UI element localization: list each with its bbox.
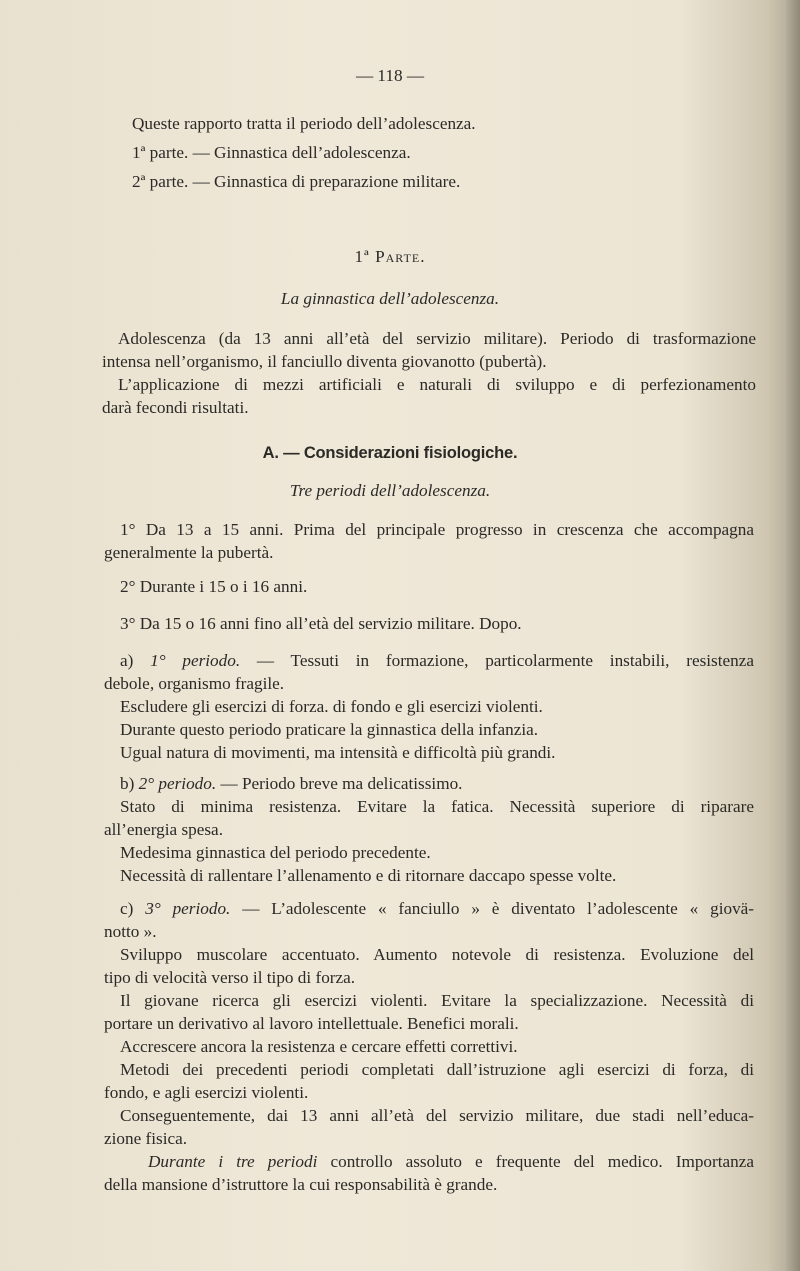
subsection-line: Conseguentemente, dai 13 anni all’età del servizio militare, due stadi nell’educa- [120, 1106, 754, 1125]
subsection-label: c) [120, 899, 134, 918]
period-line: 2° Durante i 15 o i 16 anni. [120, 577, 308, 596]
paragraph-line: Adolescenza (da 13 anni all’età del servizio militare). Periodo di trasformazione [118, 329, 756, 348]
subsection-line: portare un derivativo al lavoro intellettuale. Benefici morali. [104, 1014, 519, 1033]
subsection-text: — Tessuti in formazione, particolarmente instabili, resistenza [256, 651, 755, 670]
page-number: — 118 — [355, 66, 425, 85]
subsection-a-first-line [120, 651, 754, 671]
subsection-line: Il giovane ricerca gli esercizi violenti. Evitare la specializzazione. Necessità di [120, 991, 754, 1010]
paragraph-line: intensa nell’organismo, il fanciullo diventa giovanotto (pubertà). [102, 352, 547, 371]
subsection-line: Sviluppo muscolare accentuato. Aumento notevole di resistenza. Evoluzione del [120, 945, 754, 964]
subsection-label: a) [120, 651, 134, 670]
subsection-line: all’energia spesa. [104, 820, 223, 839]
period-line: generalmente la pubertà. [104, 543, 274, 562]
subsection-italic-label: 2° periodo. [138, 774, 217, 793]
subsection-label: b) [120, 774, 135, 793]
part-subtitle: La ginnastica dell’adolescenza. [280, 289, 500, 308]
subsection-c-first-line [120, 899, 754, 919]
subsection-text: — L’adolescente « fanciullo » è diventato l’adolescente « giovä- [242, 899, 755, 918]
subsection-b-first-line [120, 774, 462, 794]
subsection-line: Metodi dei precedenti periodi completati dall’istruzione agli esercizi di forza, di [120, 1060, 754, 1079]
subsection-italic-label: 3° periodo. [145, 899, 231, 918]
subsection-line: Escludere gli esercizi di forza. di fondo e gli esercizi violenti. [120, 697, 543, 716]
subsection-line: Accrescere ancora la resistenza e cercare effetti correttivi. [120, 1037, 518, 1056]
period-line: 1° Da 13 a 15 anni. Prima del principale progresso in crescenza che accompagna [120, 520, 754, 539]
closing-italic: Durante i tre periodi [148, 1152, 318, 1171]
subsection-line: fondo, e agli esercizi violenti. [104, 1083, 309, 1102]
subsection-line: notto ». [104, 922, 157, 941]
intro-line: 1ª parte. — Ginnastica dell’adolescenza. [132, 143, 411, 162]
closing-text: controllo assoluto e frequente del medico. Importanza [317, 1152, 754, 1171]
subsection-italic-label: 1° periodo. [150, 651, 241, 670]
subsection-line: debole, organismo fragile. [104, 674, 285, 693]
period-line: 3° Da 15 o 16 anni fino all’età del servizio militare. Dopo. [120, 614, 522, 633]
subsection-line: tipo di velocità verso il tipo di forza. [104, 968, 356, 987]
closing-first-line [148, 1152, 754, 1172]
subsection-line: Durante questo periodo praticare la ginnastica della infanzia. [120, 720, 539, 739]
paragraph-line: L’applicazione di mezzi artificiali e naturali di sviluppo e di perfezionamento [118, 375, 756, 394]
intro-line: 2ª parte. — Ginnastica di preparazione militare. [132, 172, 461, 191]
subsection-line: Stato di minima resistenza. Evitare la fatica. Necessità superiore di riparare [120, 797, 754, 816]
subsection-text: — Periodo breve ma delicatissimo. [220, 774, 463, 793]
subsection-line: Ugual natura di movimenti, ma intensità e difficoltà più grandi. [120, 743, 556, 762]
closing-line: della mansione d’istruttore la cui responsabilità è grande. [104, 1175, 498, 1194]
page-binding-shadow [786, 0, 800, 1271]
section-subtitle: Tre periodi dell’adolescenza. [289, 481, 491, 500]
paragraph-line: darà fecondi risultati. [102, 398, 249, 417]
part-heading: 1ª Parte. [354, 247, 426, 266]
intro-line: Queste rapporto tratta il periodo dell’adolescenza. [132, 114, 476, 133]
subsection-line: Necessità di rallentare l’allenamento e di ritornare daccapo spesse volte. [120, 866, 617, 885]
subsection-line: Medesima ginnastica del periodo precedente. [120, 843, 431, 862]
subsection-line: zione fisica. [104, 1129, 188, 1148]
section-heading: A. — Considerazioni fisiologiche. [262, 444, 518, 462]
